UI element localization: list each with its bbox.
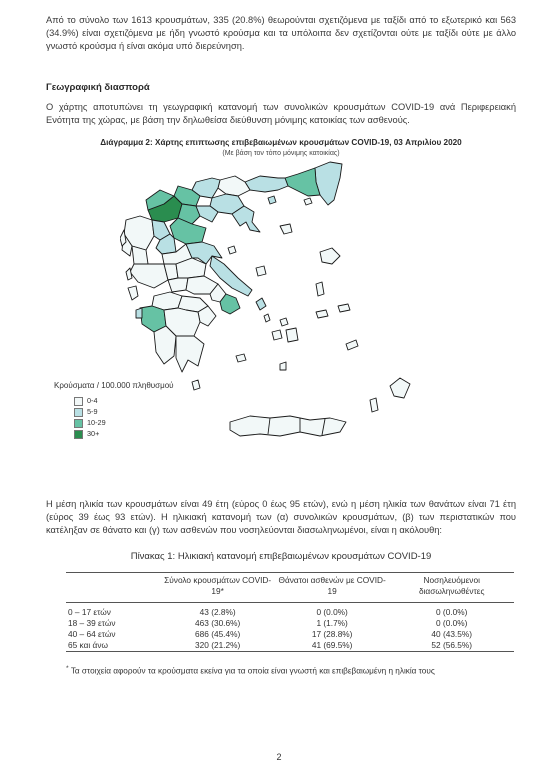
legend-swatch — [74, 397, 83, 406]
legend-swatch — [74, 430, 83, 439]
table-cell: 17 (28.8%) — [311, 629, 353, 639]
region-thrace-mid — [285, 168, 320, 196]
legend-swatch — [74, 408, 83, 417]
map-title: Διάγραμμα 2: Χάρτης επιπτωσης επιβεβαιωμένων κρουσμάτων COVID-19, 03 Απριλίου 2020 — [100, 138, 462, 147]
table-header: Σύνολο κρουσμάτων COVID-19* — [160, 573, 275, 603]
region-limnos — [280, 224, 292, 234]
region-mykonos — [280, 318, 288, 326]
legend-item-30plus — [74, 429, 99, 439]
footnote-text: Τα στοιχεία αφορούν τα κρούσματα εκείνα για τα οποία είναι γνωστή και επιβεβαιωμένη η ηλικία τους — [70, 666, 435, 676]
table-cell: 41 (69.5%) — [275, 640, 390, 652]
intro-paragraph: Από το σύνολο των 1613 κρουσμάτων, 335 (20.8%) θεωρούνται σχετιζόμενα με ταξίδι από το εξωτερικό και 563 (34.9%) είναι σχετιζόμενα με ήδη γνωστό κρούσμα και τα υπόλοιπα δεν σχετίζονται ούτε με ταξίδι ούτε με άλλο γνωστό κρούσμα ή είναι ακόμα υπό διερεύνηση. — [46, 15, 516, 51]
region-skyros — [256, 266, 266, 276]
region-crete — [230, 416, 346, 436]
region-samos — [338, 304, 350, 312]
table-row — [66, 629, 514, 640]
region-andros — [256, 298, 266, 310]
map-subtitle: (Με βάση τον τόπο μόνιμης κατοικίας) — [222, 150, 340, 157]
region-paros — [272, 330, 282, 340]
legend-label: 5-9 — [87, 407, 98, 416]
table-cell: 18 – 39 ετών — [68, 618, 116, 628]
table-cell: 65 και άνω — [66, 640, 160, 652]
region-milos — [236, 354, 246, 362]
age-distribution-table — [66, 572, 514, 652]
table-header — [66, 573, 160, 603]
region-naxos — [286, 328, 298, 342]
footnote-marker: * — [66, 665, 69, 672]
section-heading: Γεωγραφική διασπορά — [46, 82, 150, 93]
region-kefalonia — [128, 286, 138, 300]
table-footnote — [66, 665, 435, 676]
region-thasos — [268, 196, 276, 204]
region-fokida — [168, 278, 188, 292]
table-row — [66, 640, 514, 652]
region-larisa — [170, 218, 206, 244]
table-caption: Πίνακας 1: Ηλικιακή κατανομή επιβεβαιωμένων κρουσμάτων COVID-19 — [130, 551, 432, 562]
age-paragraph: Η μέση ηλικία των κρουσμάτων είναι 49 έτη (εύρος 0 έως 95 ετών), ενώ η μέση ηλικία των θανάτων είναι 71 έτη (εύρος 39 έως 93 ετών). Η ηλικιακή κατανομή των (α) συνολικών κρουσμάτων, (β) των περιστατικών που κατέληξαν σε θάνατο και (γ) των ασθενών που νοσηλεύονται διασωληνωμένοι, είναι η ακόλουθη: — [46, 499, 516, 535]
greece-incidence-map — [120, 160, 450, 460]
legend-title: Κρούσματα / 100.000 πληθυσμού — [54, 381, 174, 390]
region-syros — [264, 314, 270, 322]
legend-swatch — [74, 419, 83, 428]
region-zakynthos — [136, 308, 142, 318]
table-cell: 0 (0.0%) — [436, 607, 468, 617]
region-skiathos — [228, 246, 236, 254]
region-serres — [218, 176, 250, 196]
region-santorini — [280, 362, 286, 370]
table-cell: 40 – 64 ετών — [68, 629, 116, 639]
legend-item-10-29 — [74, 418, 106, 428]
legend-label: 0-4 — [87, 396, 98, 405]
legend-label: 10-29 — [87, 418, 106, 427]
page-number: 2 — [276, 752, 282, 762]
region-chios — [316, 282, 324, 296]
table-cell: 320 (21.2%) — [160, 640, 275, 652]
region-lakonia — [176, 336, 204, 372]
region-lesvos — [320, 248, 340, 264]
table-cell: 0 – 17 ετών — [68, 607, 111, 617]
legend-item-5-9 — [74, 407, 98, 417]
table-header: Νοσηλευόμενοι διασωληνωθέντες — [389, 573, 514, 603]
region-kos — [346, 340, 358, 350]
table-cell: 463 (30.6%) — [195, 618, 241, 628]
legend-item-0-4 — [74, 396, 98, 406]
table-cell: 1 (1.7%) — [316, 618, 348, 628]
region-thrace-east — [315, 162, 342, 205]
map-paragraph: Ο χάρτης αποτυπώνει τη γεωγραφική κατανομή των συνολικών κρουσμάτων COVID-19 ανά Περιφερειακή Ενότητα της χώρας, με βάση την δηλωθείσα διεύθυνση μόνιμης κατοικίας των ασθενούς. — [46, 102, 516, 125]
table-cell: 0 (0.0%) — [436, 618, 468, 628]
table-cell: 686 (45.4%) — [195, 629, 241, 639]
region-macedonia-east — [245, 176, 288, 192]
table-cell: 40 (43.5%) — [431, 629, 472, 639]
region-samothraki — [304, 198, 312, 205]
region-kythira — [192, 380, 200, 390]
table-header-row — [66, 573, 514, 603]
region-rhodes — [390, 378, 410, 398]
region-aitoloakarnania — [130, 264, 168, 288]
table-header: Θάνατοι ασθενών με COVID-19 — [275, 573, 390, 603]
region-ikaria — [316, 310, 328, 318]
region-karpathos — [370, 398, 378, 412]
table-row — [66, 618, 514, 629]
legend-label: 30+ — [87, 429, 100, 438]
table-cell: 0 (0.0%) — [316, 607, 348, 617]
table-row — [66, 603, 514, 619]
table-cell: 43 (2.8%) — [199, 607, 236, 617]
table-cell: 52 (56.5%) — [389, 640, 514, 652]
